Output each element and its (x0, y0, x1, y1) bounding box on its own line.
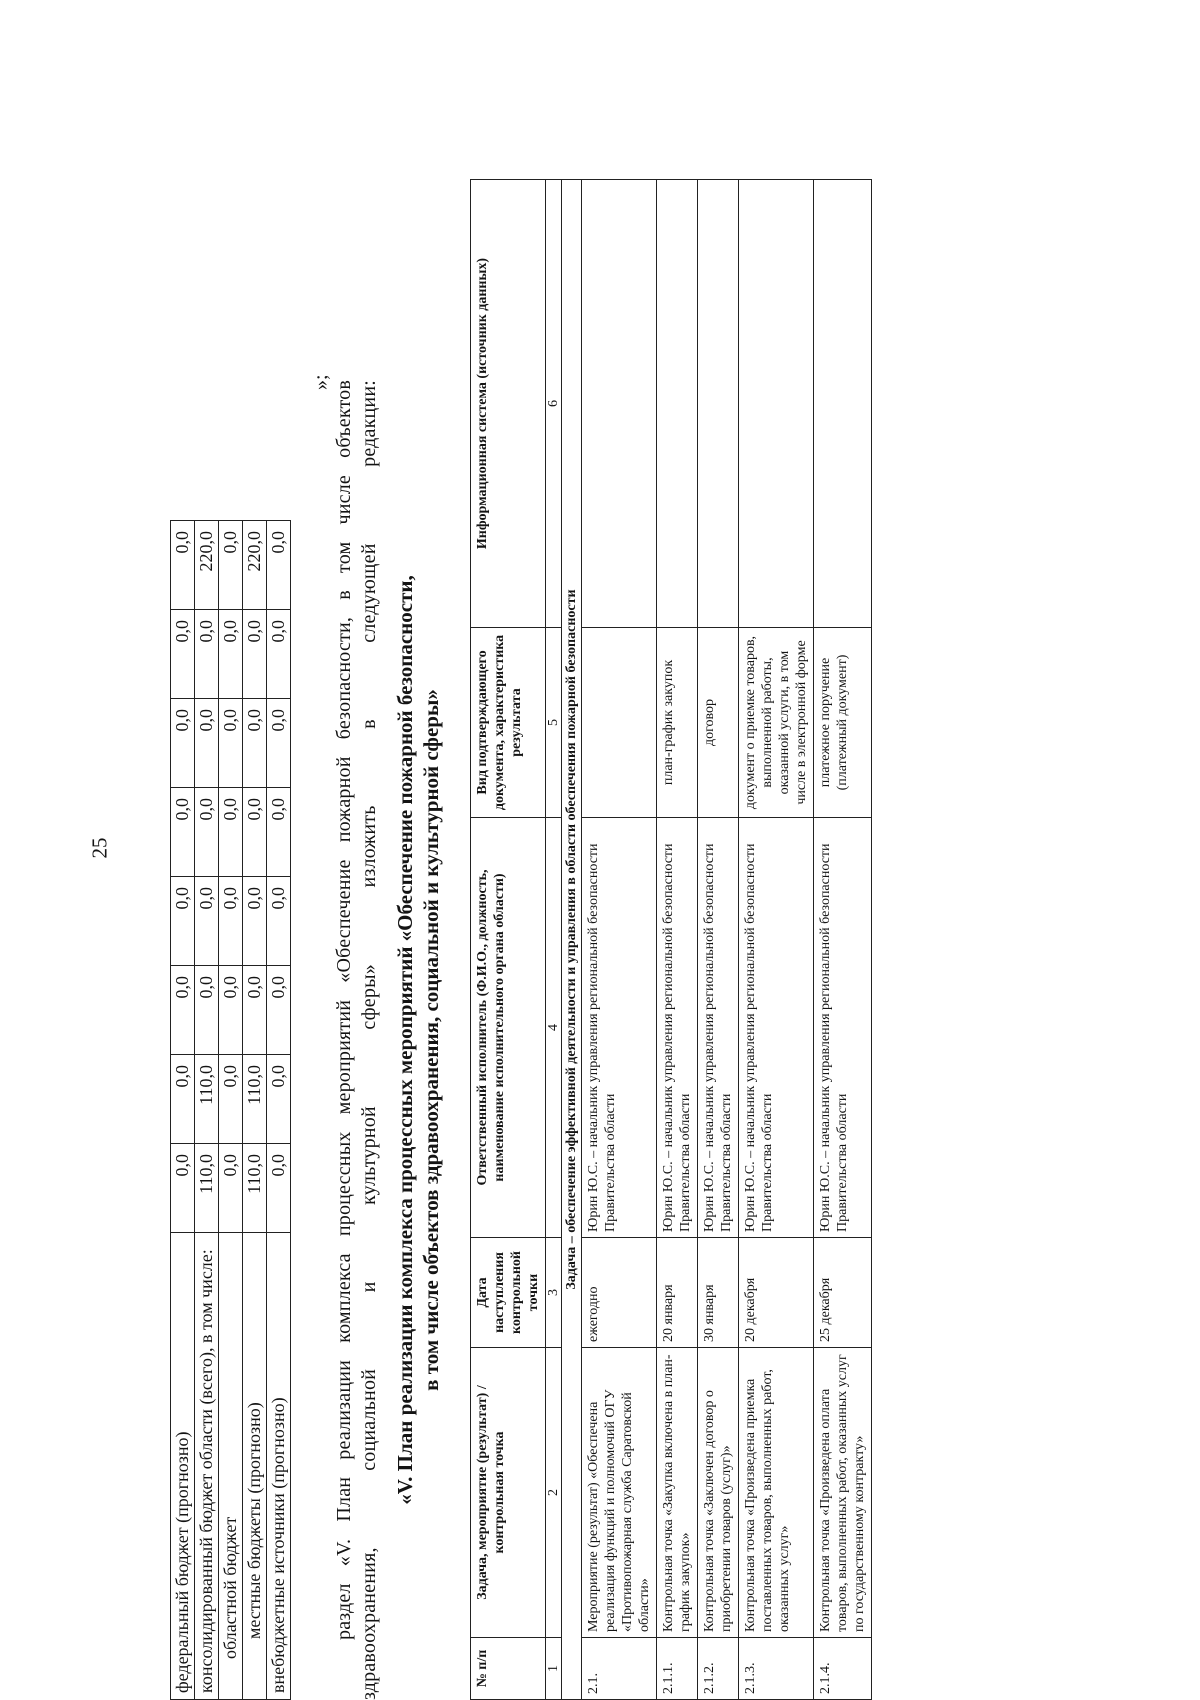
row-system (698, 180, 739, 628)
budget-value: 0,0 (171, 1055, 195, 1144)
budget-value: 0,0 (171, 610, 195, 699)
budget-source-label: федеральный бюджет (прогнозно) (171, 1233, 195, 1700)
plan-header-row (471, 180, 546, 1700)
budget-closing-quote: »; (310, 374, 332, 390)
budget-row (267, 521, 291, 1700)
budget-value: 110,0 (243, 1055, 267, 1144)
row-responsible: Юрин Ю.С. – начальник управления региональной безопасности Правительства области (739, 818, 814, 1238)
row-responsible: Юрин Ю.С. – начальник управления региональной безопасности Правительства области (657, 818, 698, 1238)
column-number-row (546, 180, 562, 1700)
budget-source-label: областной бюджет (219, 1233, 243, 1700)
budget-value: 0,0 (171, 1144, 195, 1233)
amendment-text (332, 380, 382, 1700)
row-responsible: Юрин Ю.С. – начальник управления региональной безопасности Правительства области (698, 818, 739, 1238)
budget-value: 0,0 (219, 1144, 243, 1233)
rotated-page-frame (170, 160, 1030, 1700)
budget-value: 0,0 (195, 610, 219, 699)
section-heading-line-1: «V. План реализации комплекса процессных мероприятий «Обеспечение пожарной безопасности, (393, 575, 417, 1505)
budget-value: 0,0 (267, 966, 291, 1055)
column-number: 2 (546, 1348, 562, 1638)
budget-value: 0,0 (195, 966, 219, 1055)
budget-value: 0,0 (243, 699, 267, 788)
budget-table (170, 520, 291, 1700)
row-document: план-график закупок (657, 628, 698, 818)
row-responsible: Юрин Ю.С. – начальник управления региональной безопасности Правительства области (814, 818, 872, 1238)
row-date: 30 января (698, 1238, 739, 1348)
column-number: 5 (546, 628, 562, 818)
budget-value: 0,0 (195, 788, 219, 877)
header-responsible: Ответственный исполнитель (Ф.И.О., должность, наименование исполнительного органа области) (471, 818, 546, 1238)
header-num: № п/п (471, 1638, 546, 1700)
budget-value: 220,0 (243, 521, 267, 610)
budget-value: 0,0 (243, 877, 267, 966)
row-document (582, 628, 657, 818)
page-content (170, 160, 1030, 1700)
budget-value: 0,0 (267, 877, 291, 966)
header-document: Вид подтверждающего документа, характеристика результата (471, 628, 546, 818)
budget-value: 0,0 (267, 1055, 291, 1144)
row-number: 2.1.4. (814, 1638, 872, 1700)
budget-value: 0,0 (219, 610, 243, 699)
budget-value: 0,0 (219, 788, 243, 877)
budget-value: 0,0 (195, 699, 219, 788)
task-row (562, 180, 582, 1700)
row-date: 20 января (657, 1238, 698, 1348)
budget-value: 0,0 (219, 699, 243, 788)
budget-value: 0,0 (171, 699, 195, 788)
budget-row (243, 521, 267, 1700)
budget-value: 0,0 (219, 1055, 243, 1144)
column-number: 4 (546, 818, 562, 1238)
budget-source-label: внебюджетные источники (прогнозно) (267, 1233, 291, 1700)
plan-row (582, 180, 657, 1700)
budget-value: 0,0 (219, 966, 243, 1055)
row-date: 25 декабря (814, 1238, 872, 1348)
budget-value: 220,0 (195, 521, 219, 610)
budget-value: 0,0 (195, 877, 219, 966)
row-number: 2.1.1. (657, 1638, 698, 1700)
header-item: Задача, мероприятие (результат) / контрольная точка (471, 1348, 546, 1638)
budget-row (171, 521, 195, 1700)
row-number: 2.1.2. (698, 1638, 739, 1700)
plan-row (814, 180, 872, 1700)
budget-value: 0,0 (243, 610, 267, 699)
budget-value: 0,0 (267, 788, 291, 877)
row-system (814, 180, 872, 628)
row-item: Контрольная точка «Произведена приемка поставленных товаров, выполненных работ, оказанных услуг» (739, 1348, 814, 1638)
row-system (582, 180, 657, 628)
budget-value: 0,0 (267, 521, 291, 610)
amendment-paragraph: раздел «V. План реализации комплекса процессных мероприятий «Обеспечение пожарной безопасности, в том числе объектов здравоохранения, социальной и культурной сферы» изложить в следующей редакции: (333, 380, 380, 1700)
plan-row (657, 180, 698, 1700)
budget-source-label: местные бюджеты (прогнозно) (243, 1233, 267, 1700)
row-item: Контрольная точка «Произведена оплата товаров, выполненных работ, оказанных услуг по государственному контракту» (814, 1348, 872, 1638)
budget-value: 0,0 (243, 788, 267, 877)
page-number: 25 (87, 837, 112, 859)
header-system: Информационная система (источник данных) (471, 180, 546, 628)
row-system (739, 180, 814, 628)
budget-source-label: консолидированный бюджет области (всего), в том числе: (195, 1233, 219, 1700)
row-item: Контрольная точка «Закупка включена в план-график закупок» (657, 1348, 698, 1638)
budget-value: 0,0 (243, 966, 267, 1055)
budget-value: 0,0 (171, 877, 195, 966)
task-title: Задача – обеспечение эффективной деятельности и управления в области обеспечения пожарной безопасности (562, 180, 582, 1700)
budget-value: 0,0 (267, 699, 291, 788)
budget-value: 0,0 (171, 521, 195, 610)
row-system (657, 180, 698, 628)
row-responsible: Юрин Ю.С. – начальник управления региональной безопасности Правительства области (582, 818, 657, 1238)
budget-row (195, 521, 219, 1700)
budget-value: 0,0 (219, 877, 243, 966)
budget-value: 0,0 (171, 966, 195, 1055)
budget-value: 0,0 (267, 610, 291, 699)
row-item: Контрольная точка «Заключен договор о приобретении товаров (услуг)» (698, 1348, 739, 1638)
row-date: 20 декабря (739, 1238, 814, 1348)
row-document: договор (698, 628, 739, 818)
budget-value: 0,0 (219, 521, 243, 610)
row-item: Мероприятие (результат) «Обеспечена реализация функций и полномочий ОГУ «Противопожарная служба Саратовской области» (582, 1348, 657, 1638)
column-number: 3 (546, 1238, 562, 1348)
section-heading (392, 380, 444, 1700)
budget-value: 110,0 (195, 1144, 219, 1233)
row-number: 2.1.3. (739, 1638, 814, 1700)
budget-value: 110,0 (243, 1144, 267, 1233)
row-date: ежегодно (582, 1238, 657, 1348)
plan-row (698, 180, 739, 1700)
plan-table (470, 179, 872, 1700)
column-number: 1 (546, 1638, 562, 1700)
row-number: 2.1. (582, 1638, 657, 1700)
row-document: платежное поручение (платежный документ) (814, 628, 872, 818)
header-date: Дата наступления контрольной точки (471, 1238, 546, 1348)
budget-value: 0,0 (171, 788, 195, 877)
budget-value: 110,0 (195, 1055, 219, 1144)
budget-row (219, 521, 243, 1700)
row-document: документ о приемке товаров, выполненной работы, оказанной услуги, в том числе в электронной форме (739, 628, 814, 818)
budget-value: 0,0 (267, 1144, 291, 1233)
section-heading-line-2: в том числе объектов здравоохранения, социальной и культурной сферы» (419, 689, 443, 1391)
column-number: 6 (546, 180, 562, 628)
plan-row (739, 180, 814, 1700)
